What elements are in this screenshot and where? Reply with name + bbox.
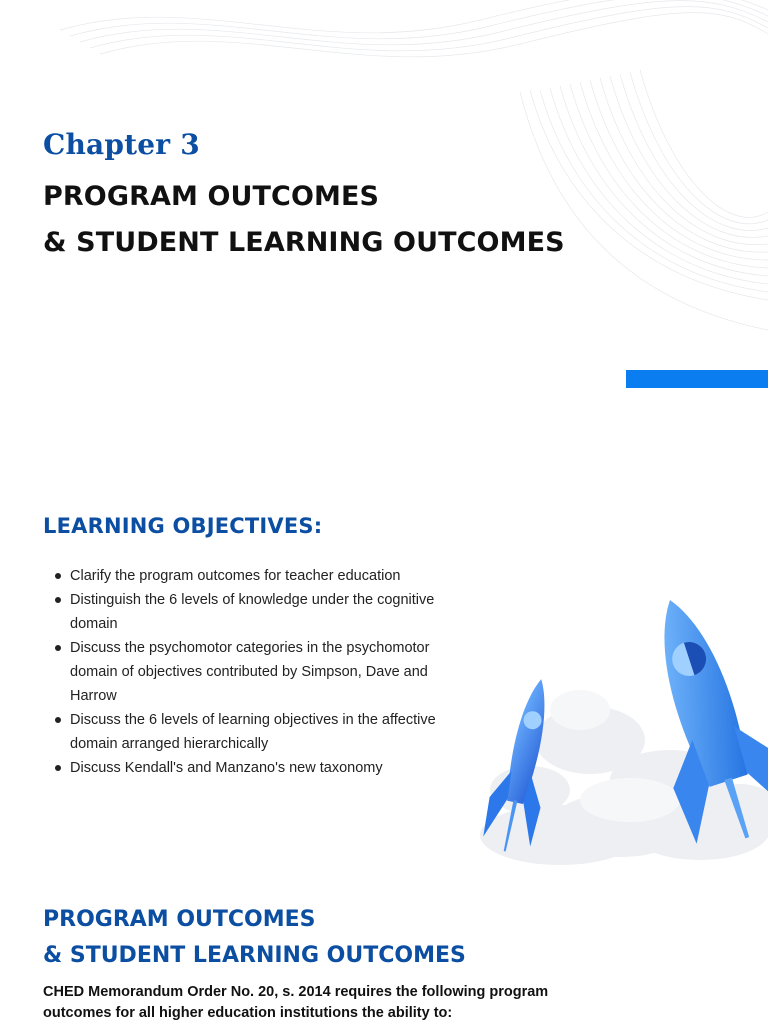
page-title-line-1: PROGRAM OUTCOMES [43,181,380,212]
accent-bar [626,370,768,388]
page-title-line-2: & STUDENT LEARNING OUTCOMES [43,227,565,258]
list-item: Discuss the psychomotor categories in the psychomotor domain of objectives contributed by Simpson, Dave and Harrow [52,636,452,708]
list-item: Distinguish the 6 levels of knowledge under the cognitive domain [52,588,452,636]
chapter-label: Chapter 3 [43,128,200,161]
list-item: Discuss the 6 levels of learning objectives in the affective domain arranged hierarchically [52,708,452,756]
page-title [43,174,565,266]
memo-paragraph: CHED Memorandum Order No. 20, s. 2014 requires the following program outcomes for all higher education institutions the ability to: [43,984,549,1021]
list-item: Clarify the program outcomes for teacher education [52,564,452,588]
list-item: Discuss Kendall's and Manzano's new taxonomy [52,756,452,780]
decorative-waves [0,0,768,340]
rocket-icon [470,590,768,870]
program-outcomes-heading-line-2: & STUDENT LEARNING OUTCOMES [43,943,466,968]
learning-objectives-heading: LEARNING OBJECTIVES: [43,514,323,538]
program-outcomes-heading [43,902,466,974]
program-outcomes-heading-line-1: PROGRAM OUTCOMES [43,907,316,932]
learning-objectives-list [52,564,452,780]
